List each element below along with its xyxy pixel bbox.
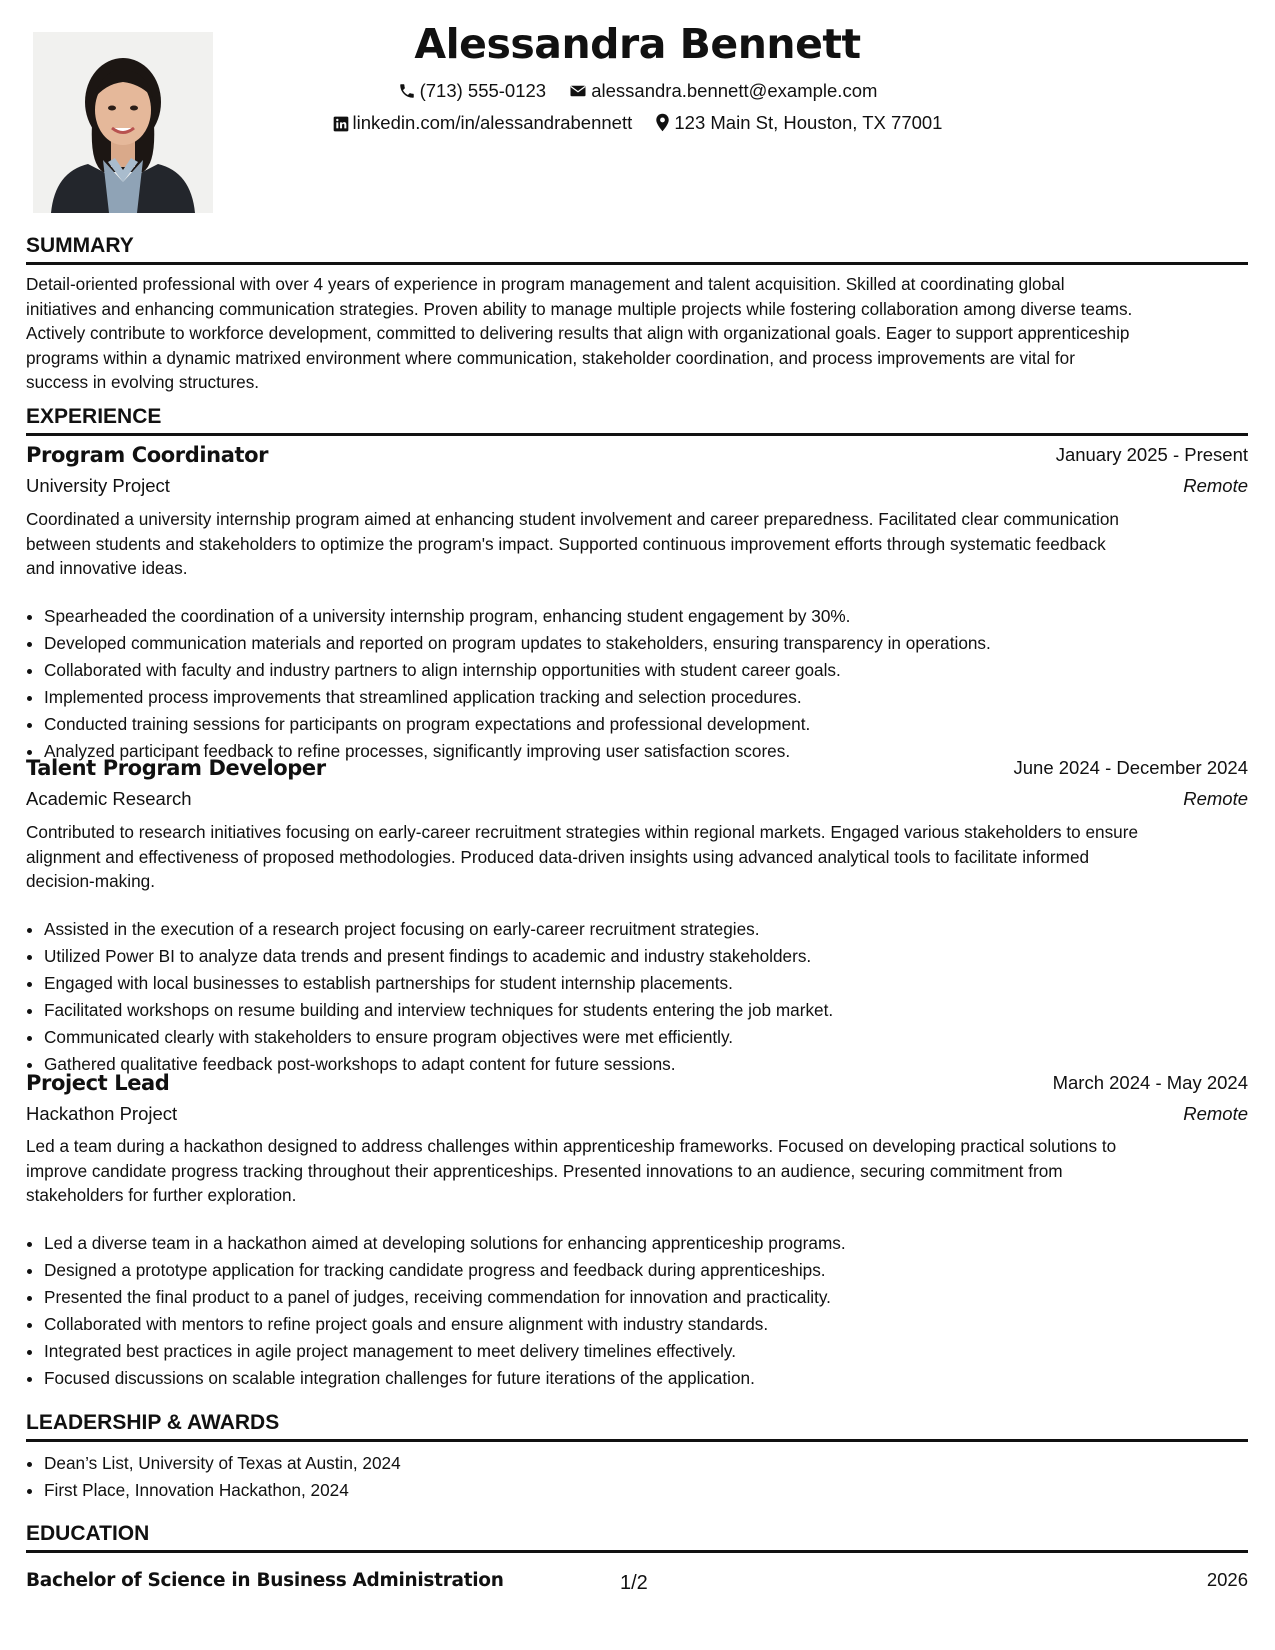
description-line: and innovative ideas. [26, 558, 188, 578]
bullet-item: • Gathered qualitative feedback post-workshops to adapt content for future sessions. [44, 1053, 1264, 1080]
bullet-item: • Conducted training sessions for participants on program expectations and professional development. [44, 713, 1264, 740]
job-title: Program Coordinator [26, 443, 269, 467]
bullet-item: • Collaborated with mentors to refine project goals and ensure alignment with industry standards. [44, 1313, 1264, 1340]
job-bullets [26, 1232, 1264, 1394]
leadership-heading: LEADERSHIP & AWARDS [26, 1411, 1248, 1442]
bullet-item: • Integrated best practices in agile project management to meet delivery timelines effectively. [44, 1340, 1264, 1367]
job-organization: Hackathon Project [26, 1103, 178, 1124]
bullet-item: • Utilized Power BI to analyze data trends and present findings to academic and industry stakeholders. [44, 945, 1264, 972]
job-location: Remote [1183, 788, 1248, 809]
description-line: decision-making. [26, 871, 155, 891]
degree-title: Bachelor of Science in Business Administration [26, 1570, 504, 1591]
job-title: Talent Program Developer [26, 756, 326, 780]
bullet-item: • Assisted in the execution of a research project focusing on early-career recruitment strategies. [44, 918, 1264, 945]
candidate-name: Alessandra Bennett [414, 20, 861, 68]
leadership-list [26, 1452, 1264, 1506]
bullet-item: • Spearheaded the coordination of a university internship program, enhancing student engagement by 30%. [44, 605, 1264, 632]
job-description [26, 1134, 1252, 1208]
award-item: • Dean’s List, University of Texas at Austin, 2024 [44, 1452, 1264, 1479]
job-organization: Academic Research [26, 788, 192, 809]
job-location: Remote [1183, 475, 1248, 496]
graduation-year: 2026 [1206, 1569, 1248, 1590]
bullet-item: • Implemented process improvements that streamlined application tracking and selection procedures. [44, 686, 1264, 713]
contact-line-1 [0, 80, 1275, 102]
description-line: stakeholders for further exploration. [26, 1185, 297, 1205]
address-contact [655, 112, 942, 134]
job-description [26, 507, 1252, 581]
description-line: between students and stakeholders to optimize the program's impact. Supported continuous improvement efforts through systematic feedback [26, 533, 1106, 554]
bullet-item: • Presented the final product to a panel of judges, receiving commendation for innovation and practicality. [44, 1286, 1264, 1313]
experience-heading: EXPERIENCE [26, 405, 1248, 436]
description-line: improve candidate progress tracking throughout their apprenticeships. Presented innovations to an audience, securing commitment from [26, 1160, 1063, 1181]
job-description [26, 820, 1252, 894]
linkedin-contact[interactable] [333, 112, 633, 134]
linkedin-url: linkedin.com/in/alessandrabennett [352, 112, 633, 133]
bullet-item: • Focused discussions on scalable integration challenges for future iterations of the application. [44, 1367, 1264, 1394]
envelope-icon [569, 82, 587, 100]
street-address: 123 Main St, Houston, TX 77001 [674, 112, 943, 133]
job-bullets [26, 918, 1264, 1080]
bullet-item: • Collaborated with faculty and industry partners to align internship opportunities with student career goals. [44, 659, 1264, 686]
award-item: • First Place, Innovation Hackathon, 2024 [44, 1479, 1264, 1506]
description-line: Contributed to research initiatives focusing on early-career recruitment strategies within regional markets. Engaged various stakeholders to ensure [26, 822, 1139, 842]
summary-line: programs within a dynamic matrixed environment where communication, stakeholder coordination, and process improvements are vital for [26, 347, 1075, 368]
linkedin-icon [333, 116, 349, 132]
contact-line-2 [0, 112, 1275, 134]
bullet-item: • Developed communication materials and reported on program updates to stakeholders, ensuring transparency in operations. [44, 632, 1264, 659]
education-heading: EDUCATION [26, 1522, 1248, 1553]
bullet-item: • Engaged with local businesses to establish partnerships for student internship placements. [44, 972, 1264, 999]
job-dates: March 2024 - May 2024 [1052, 1072, 1248, 1093]
phone-number: (713) 555-0123 [419, 80, 547, 101]
map-pin-icon [655, 113, 670, 132]
job-location: Remote [1183, 1103, 1248, 1124]
email-contact[interactable] [569, 80, 877, 102]
summary-line: initiatives and enhancing communication strategies. Proven ability to manage multiple projects while fostering collaboration among diverse teams. [26, 298, 1133, 319]
email-address: alessandra.bennett@example.com [591, 80, 878, 101]
job-dates: January 2025 - Present [1055, 444, 1248, 465]
summary-text [26, 272, 1252, 395]
bullet-item: • Facilitated workshops on resume building and interview techniques for students entering the job market. [44, 999, 1264, 1026]
job-title: Project Lead [26, 1071, 170, 1095]
summary-line: success in evolving structures. [26, 372, 260, 392]
summary-line: Detail-oriented professional with over 4 years of experience in program management and talent acquisition. Skilled at coordinating global [26, 274, 1065, 294]
summary-line: Actively contribute to workforce development, committed to delivering results that align with organizational goals. Eager to support apprenticeship [26, 323, 1130, 343]
description-line: Led a team during a hackathon designed to address challenges within apprenticeship frameworks. Focused on developing practical solutions to [26, 1136, 1117, 1156]
job-organization: University Project [26, 475, 170, 496]
page-number: 1/2 [620, 1572, 648, 1594]
job-bullets [26, 605, 1264, 767]
job-dates: June 2024 - December 2024 [1013, 757, 1248, 778]
description-line: alignment and effectiveness of proposed methodologies. Produced data-driven insights using advanced analytical tools to facilitate informed [26, 846, 1090, 867]
phone-icon [398, 82, 416, 100]
bullet-item: • Designed a prototype application for tracking candidate progress and feedback during apprenticeships. [44, 1259, 1264, 1286]
description-line: Coordinated a university internship program aimed at enhancing student involvement and career preparedness. Facilitated clear communication [26, 509, 1119, 529]
phone-contact[interactable] [398, 80, 547, 102]
bullet-item: • Communicated clearly with stakeholders to ensure program objectives were met efficiently. [44, 1026, 1264, 1053]
summary-heading: SUMMARY [26, 234, 1248, 265]
bullet-item: • Led a diverse team in a hackathon aimed at developing solutions for enhancing apprenticeship programs. [44, 1232, 1264, 1259]
bullet-item: • Analyzed participant feedback to refine processes, significantly improving user satisfaction scores. [44, 740, 1264, 767]
